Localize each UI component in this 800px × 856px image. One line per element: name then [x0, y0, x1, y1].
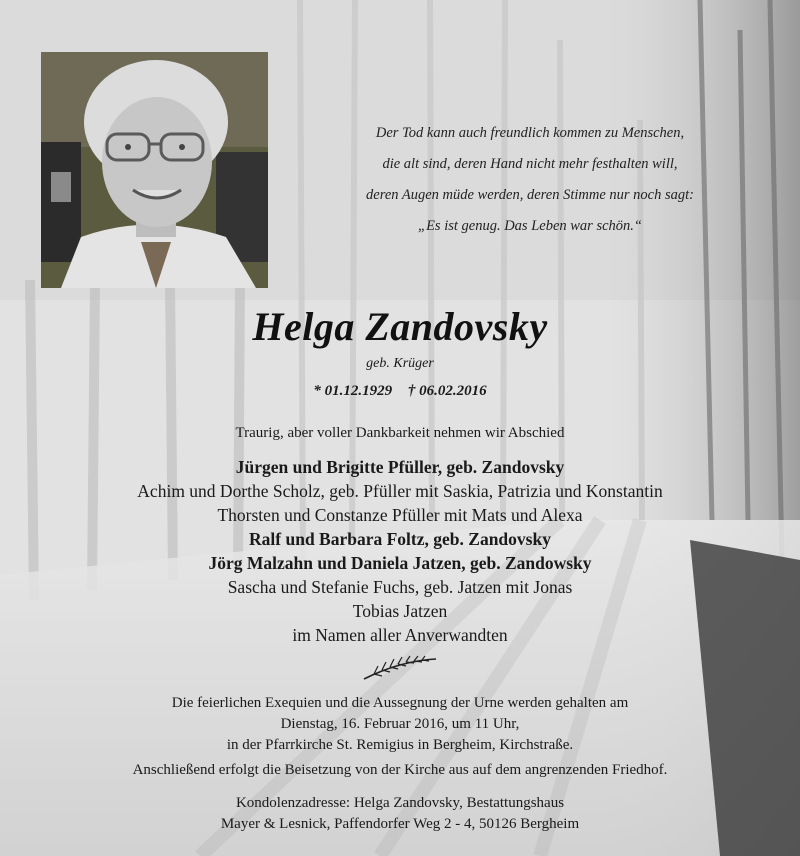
deceased-name: Helga Zandovsky — [252, 304, 548, 349]
poem-line: die alt sind, deren Hand nicht mehr festhalten will, — [382, 156, 678, 172]
condolence-line: Mayer & Lesnick, Paffendorfer Weg 2 - 4, 50126 Bergheim — [220, 816, 580, 832]
poem-line: Der Tod kann auch freundlich kommen zu Menschen, — [375, 125, 685, 141]
mourner-line: Achim und Dorthe Scholz, geb. Pfüller mit Saskia, Patrizia und Konstantin — [137, 481, 663, 501]
mourner-line: Sascha und Stefanie Fuchs, geb. Jatzen mit Jonas — [227, 577, 573, 597]
life-dates — [0, 383, 800, 400]
mourner-line: Thorsten und Constanze Pfüller mit Mats und Alexa — [217, 505, 583, 525]
mourners-list — [0, 455, 800, 647]
poem-line: deren Augen müde werden, deren Stimme nur noch sagt: — [366, 187, 694, 203]
memorial-poem — [300, 118, 760, 242]
service-line: Dienstag, 16. Februar 2016, um 11 Uhr, — [280, 716, 520, 732]
mourner-line: Jürgen und Brigitte Pfüller, geb. Zandovsky — [235, 457, 565, 477]
portrait-photo — [41, 52, 268, 288]
poem-line: „Es ist genug. Das Leben war schön.“ — [418, 218, 642, 234]
farewell-intro: Traurig, aber voller Dankbarkeit nehmen wir Abschied — [235, 425, 565, 441]
palm-branch-icon — [360, 653, 440, 683]
condolence-line: Kondolenzadresse: Helga Zandovsky, Bestattungshaus — [235, 795, 565, 811]
mourner-line: Jörg Malzahn und Daniela Jatzen, geb. Zandowsky — [208, 553, 592, 573]
birth-date: * 01.12.1929 — [313, 383, 393, 399]
birth-name: geb. Krüger — [366, 356, 434, 371]
service-line: Die feierlichen Exequien und die Aussegnung der Urne werden gehalten am — [171, 695, 629, 711]
service-line: in der Pfarrkirche St. Remigius in Bergheim, Kirchstraße. — [226, 737, 574, 753]
mourner-line: Ralf und Barbara Foltz, geb. Zandovsky — [249, 529, 551, 549]
death-date: † 06.02.2016 — [407, 383, 487, 399]
mourner-line: Tobias Jatzen — [352, 601, 448, 621]
mourner-line: im Namen aller Anverwandten — [292, 625, 508, 645]
service-details — [0, 693, 800, 756]
condolence-address — [0, 793, 800, 835]
burial-note: Anschließend erfolgt die Beisetzung von der Kirche aus auf dem angrenzenden Friedhof. — [132, 762, 668, 778]
